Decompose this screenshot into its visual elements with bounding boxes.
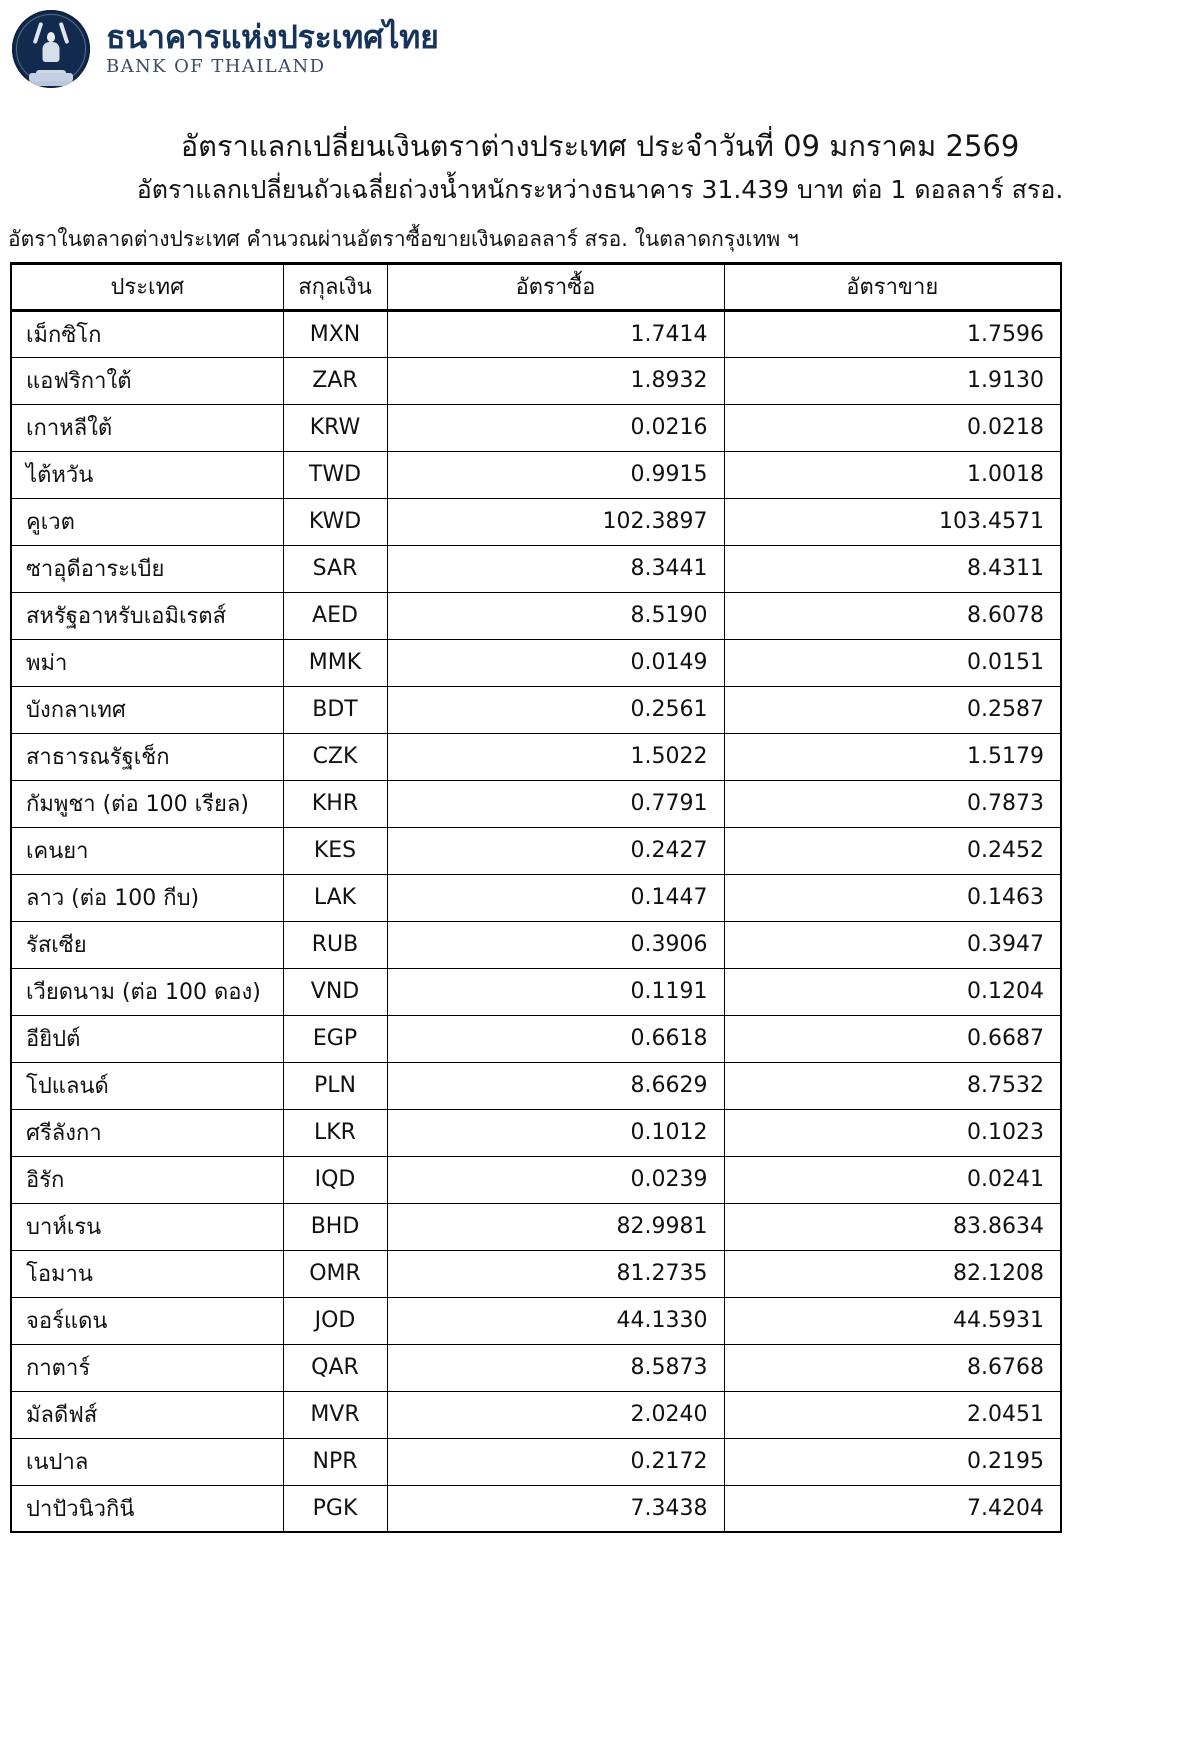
cell-sell-rate: 8.6768 — [724, 1344, 1061, 1391]
cell-buy-rate: 102.3897 — [387, 498, 724, 545]
brand-lockup — [106, 17, 439, 78]
table-row — [11, 1015, 1061, 1062]
table-row — [11, 968, 1061, 1015]
cell-sell-rate: 0.3947 — [724, 921, 1061, 968]
column-header-buy-rate: อัตราซื้อ — [387, 263, 724, 310]
cell-currency-code: BDT — [283, 686, 387, 733]
cell-sell-rate: 0.6687 — [724, 1015, 1061, 1062]
table-row — [11, 310, 1061, 357]
cell-currency-code: VND — [283, 968, 387, 1015]
cell-sell-rate: 0.0241 — [724, 1156, 1061, 1203]
cell-buy-rate: 2.0240 — [387, 1391, 724, 1438]
cell-buy-rate: 0.0216 — [387, 404, 724, 451]
cell-buy-rate: 0.1191 — [387, 968, 724, 1015]
table-body — [11, 310, 1061, 1532]
page-titles — [0, 126, 1200, 209]
cell-country: ไต้หวัน — [11, 451, 283, 498]
cell-buy-rate: 0.1447 — [387, 874, 724, 921]
cell-currency-code: KHR — [283, 780, 387, 827]
cell-buy-rate: 1.7414 — [387, 310, 724, 357]
cell-sell-rate: 1.0018 — [724, 451, 1061, 498]
page-title: อัตราแลกเปลี่ยนเงินตราต่างประเทศ ประจำวันที่ 09 มกราคม 2569 — [180, 129, 1020, 163]
cell-sell-rate: 0.2587 — [724, 686, 1061, 733]
cell-currency-code: LKR — [283, 1109, 387, 1156]
table-row — [11, 498, 1061, 545]
cell-currency-code: KWD — [283, 498, 387, 545]
cell-buy-rate: 44.1330 — [387, 1297, 724, 1344]
column-header-country: ประเทศ — [11, 263, 283, 310]
cell-buy-rate: 0.2561 — [387, 686, 724, 733]
cell-country: สาธารณรัฐเช็ก — [11, 733, 283, 780]
cell-currency-code: ZAR — [283, 357, 387, 404]
cell-currency-code: EGP — [283, 1015, 387, 1062]
cell-country: พม่า — [11, 639, 283, 686]
table-row — [11, 545, 1061, 592]
cell-buy-rate: 0.0149 — [387, 639, 724, 686]
cell-buy-rate: 8.5190 — [387, 592, 724, 639]
page-subtitle: อัตราแลกเปลี่ยนถัวเฉลี่ยถ่วงน้ำหนักระหว่างธนาคาร 31.439 บาท ต่อ 1 ดอลลาร์ สรอ. — [136, 175, 1064, 205]
cell-buy-rate: 1.8932 — [387, 357, 724, 404]
table-row — [11, 733, 1061, 780]
cell-currency-code: CZK — [283, 733, 387, 780]
table-row — [11, 1297, 1061, 1344]
table-row — [11, 874, 1061, 921]
table-row — [11, 1156, 1061, 1203]
cell-country: ลาว (ต่อ 100 กีบ) — [11, 874, 283, 921]
table-row — [11, 404, 1061, 451]
cell-country: กาตาร์ — [11, 1344, 283, 1391]
cell-buy-rate: 8.6629 — [387, 1062, 724, 1109]
cell-sell-rate: 0.1023 — [724, 1109, 1061, 1156]
cell-currency-code: LAK — [283, 874, 387, 921]
cell-country: มัลดีฟส์ — [11, 1391, 283, 1438]
cell-country: จอร์แดน — [11, 1297, 283, 1344]
cell-country: ปาปัวนิวกินี — [11, 1485, 283, 1532]
cell-sell-rate: 7.4204 — [724, 1485, 1061, 1532]
cell-buy-rate: 0.9915 — [387, 451, 724, 498]
cell-currency-code: MXN — [283, 310, 387, 357]
cell-currency-code: KES — [283, 827, 387, 874]
table-row — [11, 451, 1061, 498]
bank-of-thailand-seal-icon — [12, 10, 90, 88]
cell-buy-rate: 1.5022 — [387, 733, 724, 780]
cell-currency-code: AED — [283, 592, 387, 639]
table-row — [11, 1203, 1061, 1250]
exchange-rate-table — [10, 262, 1062, 1534]
cell-sell-rate: 0.7873 — [724, 780, 1061, 827]
table-row — [11, 1438, 1061, 1485]
cell-sell-rate: 1.5179 — [724, 733, 1061, 780]
cell-currency-code: PGK — [283, 1485, 387, 1532]
cell-country: เกาหลีใต้ — [11, 404, 283, 451]
cell-sell-rate: 44.5931 — [724, 1297, 1061, 1344]
cell-currency-code: QAR — [283, 1344, 387, 1391]
cell-buy-rate: 81.2735 — [387, 1250, 724, 1297]
cell-buy-rate: 0.7791 — [387, 780, 724, 827]
table-header — [11, 263, 1061, 310]
cell-buy-rate: 8.3441 — [387, 545, 724, 592]
cell-country: โอมาน — [11, 1250, 283, 1297]
cell-currency-code: MVR — [283, 1391, 387, 1438]
table-row — [11, 780, 1061, 827]
cell-sell-rate: 0.1463 — [724, 874, 1061, 921]
table-row — [11, 1344, 1061, 1391]
cell-sell-rate: 8.6078 — [724, 592, 1061, 639]
cell-buy-rate: 82.9981 — [387, 1203, 724, 1250]
cell-sell-rate: 83.8634 — [724, 1203, 1061, 1250]
cell-currency-code: IQD — [283, 1156, 387, 1203]
cell-buy-rate: 8.5873 — [387, 1344, 724, 1391]
table-row — [11, 1391, 1061, 1438]
cell-country: ซาอุดีอาระเบีย — [11, 545, 283, 592]
masthead — [0, 0, 1200, 92]
cell-country: แอฟริกาใต้ — [11, 357, 283, 404]
cell-currency-code: RUB — [283, 921, 387, 968]
cell-sell-rate: 8.7532 — [724, 1062, 1061, 1109]
cell-buy-rate: 7.3438 — [387, 1485, 724, 1532]
cell-buy-rate: 0.6618 — [387, 1015, 724, 1062]
cell-country: กัมพูชา (ต่อ 100 เรียล) — [11, 780, 283, 827]
cell-sell-rate: 1.9130 — [724, 357, 1061, 404]
cell-sell-rate: 0.1204 — [724, 968, 1061, 1015]
cell-country: อิรัก — [11, 1156, 283, 1203]
table-row — [11, 921, 1061, 968]
cell-buy-rate: 0.2427 — [387, 827, 724, 874]
cell-buy-rate: 0.1012 — [387, 1109, 724, 1156]
table-row — [11, 1109, 1061, 1156]
cell-currency-code: JOD — [283, 1297, 387, 1344]
cell-sell-rate: 0.0151 — [724, 639, 1061, 686]
cell-currency-code: BHD — [283, 1203, 387, 1250]
cell-sell-rate: 82.1208 — [724, 1250, 1061, 1297]
column-header-currency: สกุลเงิน — [283, 263, 387, 310]
cell-country: บังกลาเทศ — [11, 686, 283, 733]
cell-sell-rate: 0.2195 — [724, 1438, 1061, 1485]
cell-country: เวียดนาม (ต่อ 100 ดอง) — [11, 968, 283, 1015]
cell-currency-code: PLN — [283, 1062, 387, 1109]
exchange-rate-table-wrapper — [0, 262, 1200, 1534]
column-header-sell-rate: อัตราขาย — [724, 263, 1061, 310]
table-row — [11, 1485, 1061, 1532]
cell-buy-rate: 0.2172 — [387, 1438, 724, 1485]
table-row — [11, 686, 1061, 733]
table-row — [11, 639, 1061, 686]
cell-sell-rate: 2.0451 — [724, 1391, 1061, 1438]
cell-country: เนปาล — [11, 1438, 283, 1485]
cell-currency-code: MMK — [283, 639, 387, 686]
cell-country: รัสเซีย — [11, 921, 283, 968]
cell-currency-code: SAR — [283, 545, 387, 592]
table-row — [11, 1250, 1061, 1297]
table-row — [11, 357, 1061, 404]
cell-sell-rate: 1.7596 — [724, 310, 1061, 357]
table-row — [11, 827, 1061, 874]
brand-name-english: BANK OF THAILAND — [106, 56, 326, 78]
cell-country: อียิปต์ — [11, 1015, 283, 1062]
cell-currency-code: NPR — [283, 1438, 387, 1485]
cell-country: บาห์เรน — [11, 1203, 283, 1250]
cell-buy-rate: 0.0239 — [387, 1156, 724, 1203]
cell-country: ศรีลังกา — [11, 1109, 283, 1156]
cell-country: โปแลนด์ — [11, 1062, 283, 1109]
cell-country: สหรัฐอาหรับเอมิเรตส์ — [11, 592, 283, 639]
table-header-row — [11, 263, 1061, 310]
cell-buy-rate: 0.3906 — [387, 921, 724, 968]
cell-country: เคนยา — [11, 827, 283, 874]
cell-country: เม็กซิโก — [11, 310, 283, 357]
cell-currency-code: KRW — [283, 404, 387, 451]
brand-name-thai: ธนาคารแห่งประเทศไทย — [106, 17, 439, 56]
cell-currency-code: OMR — [283, 1250, 387, 1297]
cell-country: คูเวต — [11, 498, 283, 545]
cell-currency-code: TWD — [283, 451, 387, 498]
table-row — [11, 1062, 1061, 1109]
page-note: อัตราในตลาดต่างประเทศ คำนวณผ่านอัตราซื้อขายเงินดอลลาร์ สรอ. ในตลาดกรุงเทพ ฯ — [8, 226, 799, 251]
cell-sell-rate: 0.0218 — [724, 404, 1061, 451]
table-row — [11, 592, 1061, 639]
cell-sell-rate: 8.4311 — [724, 545, 1061, 592]
cell-sell-rate: 103.4571 — [724, 498, 1061, 545]
cell-sell-rate: 0.2452 — [724, 827, 1061, 874]
